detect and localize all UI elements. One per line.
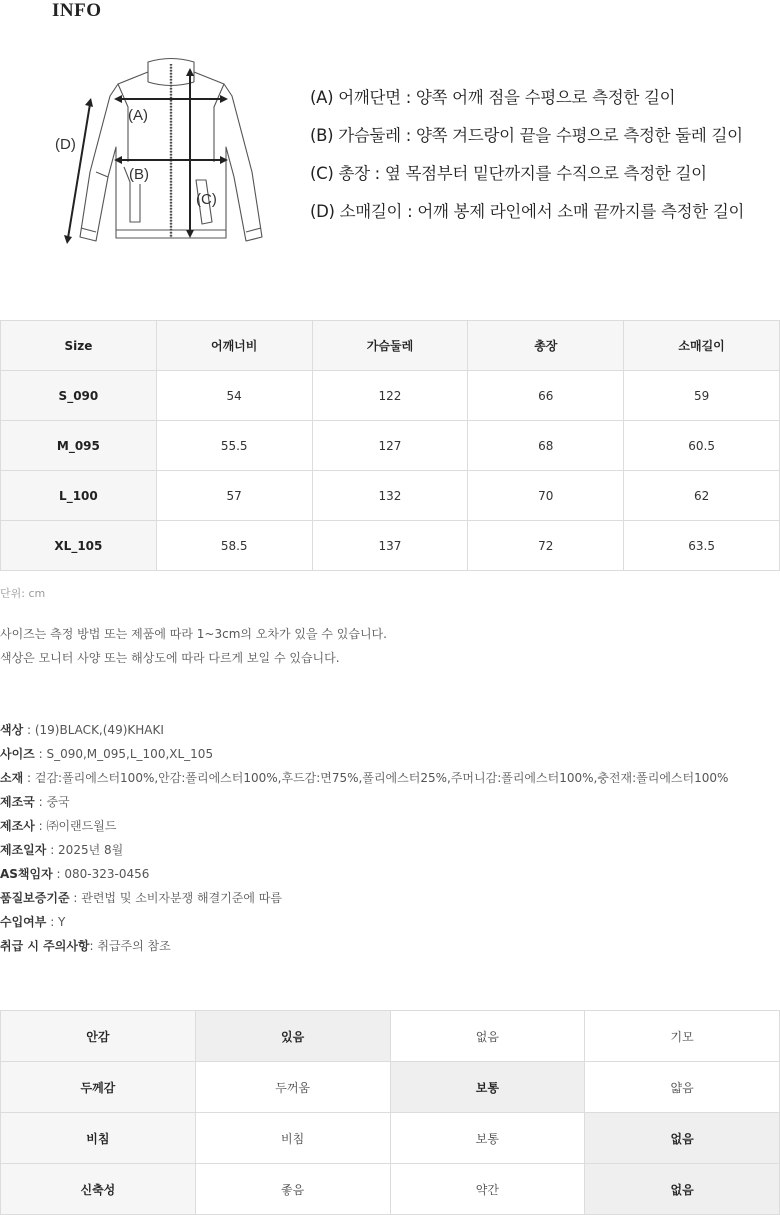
sleeve-cell: 59: [624, 371, 780, 421]
legend-item-c: (C) 총장 : 옆 목점부터 밑단까지를 수직으로 측정한 길이: [310, 164, 707, 183]
table-row: [1, 521, 780, 571]
measurement-legend: [310, 86, 744, 238]
legend-item-b: (B) 가슴둘레 : 양쪽 겨드랑이 끝을 수평으로 측정한 둘레 길이: [310, 126, 743, 145]
spec-key: 제조사: [0, 819, 35, 833]
table-row: [1, 471, 780, 521]
feel-option: 없음: [585, 1164, 780, 1215]
diagram-label-d: (D): [55, 136, 76, 153]
spec-key: 제조국: [0, 795, 35, 809]
size-cell: XL_105: [1, 521, 157, 571]
shoulder-cell: 57: [156, 471, 312, 521]
size-table-header: [1, 321, 780, 371]
diagram-label-a: (A): [128, 107, 148, 124]
feel-option: 비침: [195, 1113, 390, 1164]
jacket-measurement-diagram: [50, 52, 270, 252]
feel-row-lining: [1, 1011, 780, 1062]
product-specs: [0, 718, 728, 958]
spec-row-date: [0, 838, 728, 862]
diagram-label-b: (B): [129, 166, 149, 183]
spec-row-care: [0, 934, 728, 958]
length-cell: 68: [468, 421, 624, 471]
feel-option: 없음: [585, 1113, 780, 1164]
legend-item-d: (D) 소매길이 : 어깨 봉제 라인에서 소매 끝까지를 측정한 길이: [310, 202, 745, 221]
note-size-tolerance: 사이즈는 측정 방법 또는 제품에 따라 1~3cm의 오차가 있을 수 있습니다.: [0, 627, 387, 641]
spec-row-color: [0, 718, 728, 742]
diagram-label-c: (C): [196, 191, 217, 208]
spec-value: : 관련법 및 소비자분쟁 해결기준에 따름: [69, 891, 282, 905]
feel-row-thickness: [1, 1062, 780, 1113]
unit-note: 단위: cm: [0, 587, 46, 600]
size-cell: S_090: [1, 371, 157, 421]
length-cell: 70: [468, 471, 624, 521]
size-notes: [0, 622, 387, 670]
spec-value: : S_090,M_095,L_100,XL_105: [34, 747, 214, 761]
length-cell: 66: [468, 371, 624, 421]
spec-value: : 겉감:폴리에스터100%,안감:폴리에스터100%,후드감:면75%,폴리에스터25%,주머니감:폴리에스터100%,충전재:폴리에스터100%: [23, 771, 729, 785]
table-row: [1, 421, 780, 471]
feel-label: 두께감: [1, 1062, 196, 1113]
spec-value: : Y: [46, 915, 66, 929]
spec-value: : ㈜이랜드월드: [34, 819, 117, 833]
feel-row-sheerness: [1, 1113, 780, 1164]
spec-row-size: [0, 742, 728, 766]
spec-value: : 중국: [34, 795, 70, 809]
shoulder-cell: 58.5: [156, 521, 312, 571]
spec-value: : (19)BLACK,(49)KHAKI: [23, 723, 164, 737]
spec-row-country: [0, 790, 728, 814]
header-chest: 가슴둘레: [312, 321, 468, 371]
feel-label: 신축성: [1, 1164, 196, 1215]
spec-key: AS책임자: [0, 867, 53, 881]
spec-row-material: [0, 766, 728, 790]
shoulder-cell: 55.5: [156, 421, 312, 471]
length-cell: 72: [468, 521, 624, 571]
header-length: 총장: [468, 321, 624, 371]
feel-option: 얇음: [585, 1062, 780, 1113]
size-cell: M_095: [1, 421, 157, 471]
feel-row-stretch: [1, 1164, 780, 1215]
spec-key: 취급 시 주의사항: [0, 939, 90, 953]
feel-label: 안감: [1, 1011, 196, 1062]
spec-key: 소재: [0, 771, 24, 785]
feel-option: 기모: [585, 1011, 780, 1062]
note-color-display: 색상은 모니터 사양 또는 해상도에 따라 다르게 보일 수 있습니다.: [0, 651, 340, 665]
spec-row-import: [0, 910, 728, 934]
spec-key: 제조일자: [0, 843, 47, 857]
header-sleeve: 소매길이: [624, 321, 780, 371]
sleeve-cell: 63.5: [624, 521, 780, 571]
feel-option: 좋음: [195, 1164, 390, 1215]
spec-value: : 취급주의 참조: [89, 939, 171, 953]
spec-key: 색상: [0, 723, 24, 737]
sleeve-cell: 60.5: [624, 421, 780, 471]
spec-key: 수입여부: [0, 915, 47, 929]
chest-cell: 122: [312, 371, 468, 421]
feel-label: 비침: [1, 1113, 196, 1164]
spec-value: : 080-323-0456: [52, 867, 150, 881]
spec-row-manufacturer: [0, 814, 728, 838]
feel-option: 약간: [390, 1164, 585, 1215]
sleeve-cell: 62: [624, 471, 780, 521]
chest-cell: 127: [312, 421, 468, 471]
spec-value: : 2025년 8월: [46, 843, 124, 857]
spec-row-quality: [0, 886, 728, 910]
spec-row-as: [0, 862, 728, 886]
chest-cell: 132: [312, 471, 468, 521]
feel-option: 두꺼움: [195, 1062, 390, 1113]
size-cell: L_100: [1, 471, 157, 521]
header-shoulder: 어깨너비: [156, 321, 312, 371]
size-table: [0, 320, 780, 571]
spec-key: 사이즈: [0, 747, 35, 761]
table-row: [1, 371, 780, 421]
feel-option: 있음: [195, 1011, 390, 1062]
feel-option: 보통: [390, 1062, 585, 1113]
chest-cell: 137: [312, 521, 468, 571]
spec-key: 품질보증기준: [0, 891, 70, 905]
header-size: Size: [1, 321, 157, 371]
feel-option: 없음: [390, 1011, 585, 1062]
legend-item-a: (A) 어깨단면 : 양쪽 어깨 점을 수평으로 측정한 길이: [310, 88, 676, 107]
shoulder-cell: 54: [156, 371, 312, 421]
fabric-feel-table: [0, 1010, 780, 1215]
feel-option: 보통: [390, 1113, 585, 1164]
page-title: INFO: [52, 0, 102, 21]
